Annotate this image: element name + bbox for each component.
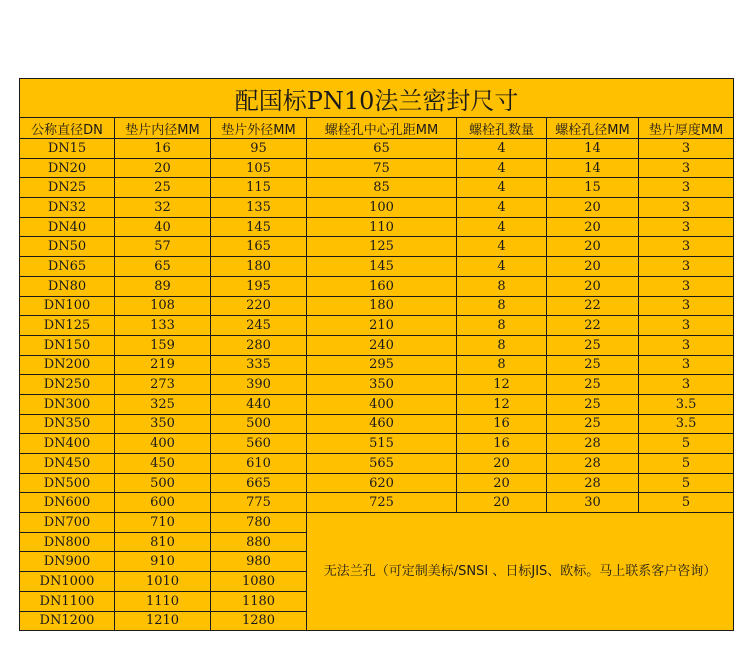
table-row — [20, 217, 734, 237]
cell-nominal-diameter: DN500 — [20, 473, 115, 493]
cell-bolt-hole-count: 4 — [457, 257, 547, 277]
cell-gasket-thickness: 3 — [639, 355, 734, 375]
cell-bolt-hole-diameter: 25 — [547, 394, 639, 414]
table-row — [20, 276, 734, 296]
cell-gasket-thickness: 5 — [639, 454, 734, 474]
header-gasket-thickness: 垫片厚度MM — [639, 118, 734, 139]
flange-dimension-table — [19, 78, 734, 631]
cell-gasket-thickness: 5 — [639, 434, 734, 454]
cell-gasket-outer-diameter: 245 — [211, 316, 307, 336]
cell-nominal-diameter: DN20 — [20, 158, 115, 178]
cell-bolt-circle-diameter: 160 — [307, 276, 457, 296]
cell-nominal-diameter: DN80 — [20, 276, 115, 296]
cell-gasket-outer-diameter: 780 — [211, 513, 307, 533]
table-row — [20, 139, 734, 159]
cell-nominal-diameter: DN700 — [20, 513, 115, 533]
cell-gasket-outer-diameter: 165 — [211, 237, 307, 257]
cell-nominal-diameter: DN150 — [20, 335, 115, 355]
cell-gasket-inner-diameter: 710 — [115, 513, 211, 533]
cell-gasket-outer-diameter: 1180 — [211, 591, 307, 611]
cell-gasket-inner-diameter: 450 — [115, 454, 211, 474]
cell-bolt-hole-diameter: 28 — [547, 434, 639, 454]
table-row — [20, 316, 734, 336]
cell-bolt-hole-count: 8 — [457, 355, 547, 375]
cell-nominal-diameter: DN25 — [20, 178, 115, 198]
cell-gasket-thickness: 3 — [639, 158, 734, 178]
cell-gasket-outer-diameter: 195 — [211, 276, 307, 296]
cell-bolt-hole-diameter: 25 — [547, 375, 639, 395]
cell-bolt-circle-diameter: 240 — [307, 335, 457, 355]
cell-bolt-hole-diameter: 28 — [547, 454, 639, 474]
cell-gasket-inner-diameter: 40 — [115, 217, 211, 237]
cell-gasket-outer-diameter: 220 — [211, 296, 307, 316]
cell-gasket-outer-diameter: 135 — [211, 198, 307, 218]
cell-gasket-inner-diameter: 910 — [115, 552, 211, 572]
cell-gasket-inner-diameter: 1210 — [115, 611, 211, 631]
table-row — [20, 375, 734, 395]
cell-gasket-inner-diameter: 20 — [115, 158, 211, 178]
cell-gasket-outer-diameter: 390 — [211, 375, 307, 395]
cell-bolt-hole-diameter: 20 — [547, 237, 639, 257]
table-row — [20, 414, 734, 434]
cell-nominal-diameter: DN1100 — [20, 591, 115, 611]
cell-gasket-thickness: 3 — [639, 257, 734, 277]
cell-bolt-hole-diameter: 14 — [547, 158, 639, 178]
cell-nominal-diameter: DN250 — [20, 375, 115, 395]
cell-bolt-circle-diameter: 400 — [307, 394, 457, 414]
cell-bolt-hole-count: 16 — [457, 414, 547, 434]
header-bolt-hole-diameter: 螺栓孔径MM — [547, 118, 639, 139]
cell-bolt-hole-count: 12 — [457, 394, 547, 414]
cell-gasket-outer-diameter: 665 — [211, 473, 307, 493]
cell-bolt-circle-diameter: 180 — [307, 296, 457, 316]
table-row — [20, 178, 734, 198]
cell-bolt-circle-diameter: 65 — [307, 139, 457, 159]
cell-bolt-circle-diameter: 110 — [307, 217, 457, 237]
cell-gasket-outer-diameter: 105 — [211, 158, 307, 178]
header-nominal-diameter: 公称直径DN — [20, 118, 115, 139]
cell-gasket-thickness: 3 — [639, 217, 734, 237]
cell-gasket-outer-diameter: 180 — [211, 257, 307, 277]
header-bolt-circle-diameter: 螺栓孔中心孔距MM — [307, 118, 457, 139]
cell-bolt-hole-diameter: 28 — [547, 473, 639, 493]
cell-bolt-hole-count: 20 — [457, 473, 547, 493]
cell-bolt-hole-count: 4 — [457, 198, 547, 218]
cell-bolt-hole-diameter: 25 — [547, 355, 639, 375]
cell-nominal-diameter: DN32 — [20, 198, 115, 218]
cell-bolt-hole-diameter: 30 — [547, 493, 639, 513]
table-row — [20, 473, 734, 493]
cell-gasket-thickness: 5 — [639, 473, 734, 493]
table-row — [20, 434, 734, 454]
table-row — [20, 513, 734, 533]
cell-bolt-hole-count: 4 — [457, 139, 547, 159]
cell-gasket-inner-diameter: 57 — [115, 237, 211, 257]
cell-gasket-outer-diameter: 95 — [211, 139, 307, 159]
table-row — [20, 158, 734, 178]
cell-gasket-thickness: 3 — [639, 237, 734, 257]
cell-bolt-hole-diameter: 15 — [547, 178, 639, 198]
cell-gasket-outer-diameter: 560 — [211, 434, 307, 454]
table-row — [20, 296, 734, 316]
cell-gasket-outer-diameter: 775 — [211, 493, 307, 513]
cell-gasket-outer-diameter: 335 — [211, 355, 307, 375]
cell-bolt-hole-diameter: 22 — [547, 296, 639, 316]
cell-gasket-inner-diameter: 600 — [115, 493, 211, 513]
cell-bolt-hole-count: 4 — [457, 237, 547, 257]
header-gasket-inner-diameter: 垫片内径MM — [115, 118, 211, 139]
table-row — [20, 257, 734, 277]
cell-gasket-outer-diameter: 440 — [211, 394, 307, 414]
table-row — [20, 335, 734, 355]
title-row — [20, 79, 734, 118]
header-bolt-hole-count: 螺栓孔数量 — [457, 118, 547, 139]
cell-gasket-outer-diameter: 880 — [211, 532, 307, 552]
cell-gasket-outer-diameter: 145 — [211, 217, 307, 237]
cell-gasket-inner-diameter: 133 — [115, 316, 211, 336]
cell-gasket-inner-diameter: 273 — [115, 375, 211, 395]
cell-nominal-diameter: DN450 — [20, 454, 115, 474]
cell-gasket-inner-diameter: 1110 — [115, 591, 211, 611]
cell-gasket-thickness: 3 — [639, 375, 734, 395]
cell-nominal-diameter: DN65 — [20, 257, 115, 277]
cell-bolt-circle-diameter: 725 — [307, 493, 457, 513]
cell-gasket-inner-diameter: 219 — [115, 355, 211, 375]
cell-bolt-hole-count: 4 — [457, 178, 547, 198]
cell-bolt-hole-count: 20 — [457, 493, 547, 513]
cell-gasket-inner-diameter: 350 — [115, 414, 211, 434]
cell-nominal-diameter: DN100 — [20, 296, 115, 316]
cell-bolt-circle-diameter: 620 — [307, 473, 457, 493]
cell-gasket-thickness: 3 — [639, 316, 734, 336]
cell-nominal-diameter: DN600 — [20, 493, 115, 513]
cell-nominal-diameter: DN125 — [20, 316, 115, 336]
cell-nominal-diameter: DN50 — [20, 237, 115, 257]
cell-bolt-circle-diameter: 565 — [307, 454, 457, 474]
cell-bolt-hole-count: 16 — [457, 434, 547, 454]
table-row — [20, 454, 734, 474]
cell-nominal-diameter: DN15 — [20, 139, 115, 159]
cell-nominal-diameter: DN400 — [20, 434, 115, 454]
cell-bolt-hole-count: 8 — [457, 296, 547, 316]
cell-bolt-hole-count: 4 — [457, 217, 547, 237]
cell-gasket-thickness: 3.5 — [639, 414, 734, 434]
cell-gasket-inner-diameter: 32 — [115, 198, 211, 218]
cell-gasket-thickness: 3 — [639, 198, 734, 218]
table-row — [20, 198, 734, 218]
cell-bolt-circle-diameter: 100 — [307, 198, 457, 218]
table-row — [20, 493, 734, 513]
cell-gasket-outer-diameter: 280 — [211, 335, 307, 355]
cell-nominal-diameter: DN350 — [20, 414, 115, 434]
cell-gasket-inner-diameter: 159 — [115, 335, 211, 355]
cell-bolt-circle-diameter: 210 — [307, 316, 457, 336]
cell-gasket-inner-diameter: 1010 — [115, 572, 211, 592]
cell-bolt-circle-diameter: 75 — [307, 158, 457, 178]
cell-bolt-hole-count: 8 — [457, 276, 547, 296]
cell-bolt-circle-diameter: 460 — [307, 414, 457, 434]
cell-bolt-hole-diameter: 20 — [547, 198, 639, 218]
flange-spec-sheet — [19, 78, 733, 631]
cell-gasket-inner-diameter: 16 — [115, 139, 211, 159]
cell-gasket-outer-diameter: 115 — [211, 178, 307, 198]
cell-bolt-circle-diameter: 145 — [307, 257, 457, 277]
cell-gasket-inner-diameter: 89 — [115, 276, 211, 296]
table-row — [20, 394, 734, 414]
cell-gasket-outer-diameter: 500 — [211, 414, 307, 434]
cell-gasket-thickness: 3 — [639, 178, 734, 198]
cell-gasket-inner-diameter: 325 — [115, 394, 211, 414]
cell-nominal-diameter: DN1200 — [20, 611, 115, 631]
header-gasket-outer-diameter: 垫片外径MM — [211, 118, 307, 139]
cell-bolt-hole-diameter: 25 — [547, 414, 639, 434]
cell-gasket-thickness: 3 — [639, 276, 734, 296]
cell-gasket-thickness: 3 — [639, 296, 734, 316]
cell-bolt-hole-diameter: 20 — [547, 257, 639, 277]
cell-bolt-circle-diameter: 125 — [307, 237, 457, 257]
cell-bolt-hole-count: 12 — [457, 375, 547, 395]
cell-gasket-inner-diameter: 400 — [115, 434, 211, 454]
cell-bolt-hole-count: 20 — [457, 454, 547, 474]
cell-nominal-diameter: DN200 — [20, 355, 115, 375]
table-row — [20, 355, 734, 375]
table-row — [20, 237, 734, 257]
custom-order-note: 无法兰孔（可定制美标/SNSI 、日标JIS、欧标。马上联系客户咨询） — [307, 513, 734, 631]
cell-nominal-diameter: DN900 — [20, 552, 115, 572]
header-row — [20, 118, 734, 139]
cell-gasket-outer-diameter: 1080 — [211, 572, 307, 592]
cell-bolt-circle-diameter: 295 — [307, 355, 457, 375]
cell-gasket-outer-diameter: 980 — [211, 552, 307, 572]
cell-gasket-thickness: 3.5 — [639, 394, 734, 414]
table-body — [20, 139, 734, 631]
cell-gasket-inner-diameter: 108 — [115, 296, 211, 316]
cell-gasket-outer-diameter: 1280 — [211, 611, 307, 631]
cell-bolt-hole-diameter: 20 — [547, 217, 639, 237]
cell-bolt-hole-count: 4 — [457, 158, 547, 178]
cell-bolt-hole-diameter: 25 — [547, 335, 639, 355]
table-title: 配国标PN10法兰密封尺寸 — [20, 79, 734, 118]
cell-bolt-circle-diameter: 85 — [307, 178, 457, 198]
cell-gasket-outer-diameter: 610 — [211, 454, 307, 474]
cell-gasket-thickness: 3 — [639, 139, 734, 159]
cell-bolt-hole-diameter: 20 — [547, 276, 639, 296]
cell-gasket-inner-diameter: 65 — [115, 257, 211, 277]
cell-nominal-diameter: DN800 — [20, 532, 115, 552]
cell-bolt-circle-diameter: 515 — [307, 434, 457, 454]
cell-bolt-hole-diameter: 14 — [547, 139, 639, 159]
cell-bolt-hole-diameter: 22 — [547, 316, 639, 336]
cell-gasket-inner-diameter: 500 — [115, 473, 211, 493]
cell-gasket-inner-diameter: 25 — [115, 178, 211, 198]
cell-gasket-inner-diameter: 810 — [115, 532, 211, 552]
cell-nominal-diameter: DN40 — [20, 217, 115, 237]
cell-nominal-diameter: DN300 — [20, 394, 115, 414]
cell-bolt-hole-count: 8 — [457, 335, 547, 355]
cell-nominal-diameter: DN1000 — [20, 572, 115, 592]
cell-bolt-hole-count: 8 — [457, 316, 547, 336]
cell-gasket-thickness: 5 — [639, 493, 734, 513]
cell-bolt-circle-diameter: 350 — [307, 375, 457, 395]
cell-gasket-thickness: 3 — [639, 335, 734, 355]
